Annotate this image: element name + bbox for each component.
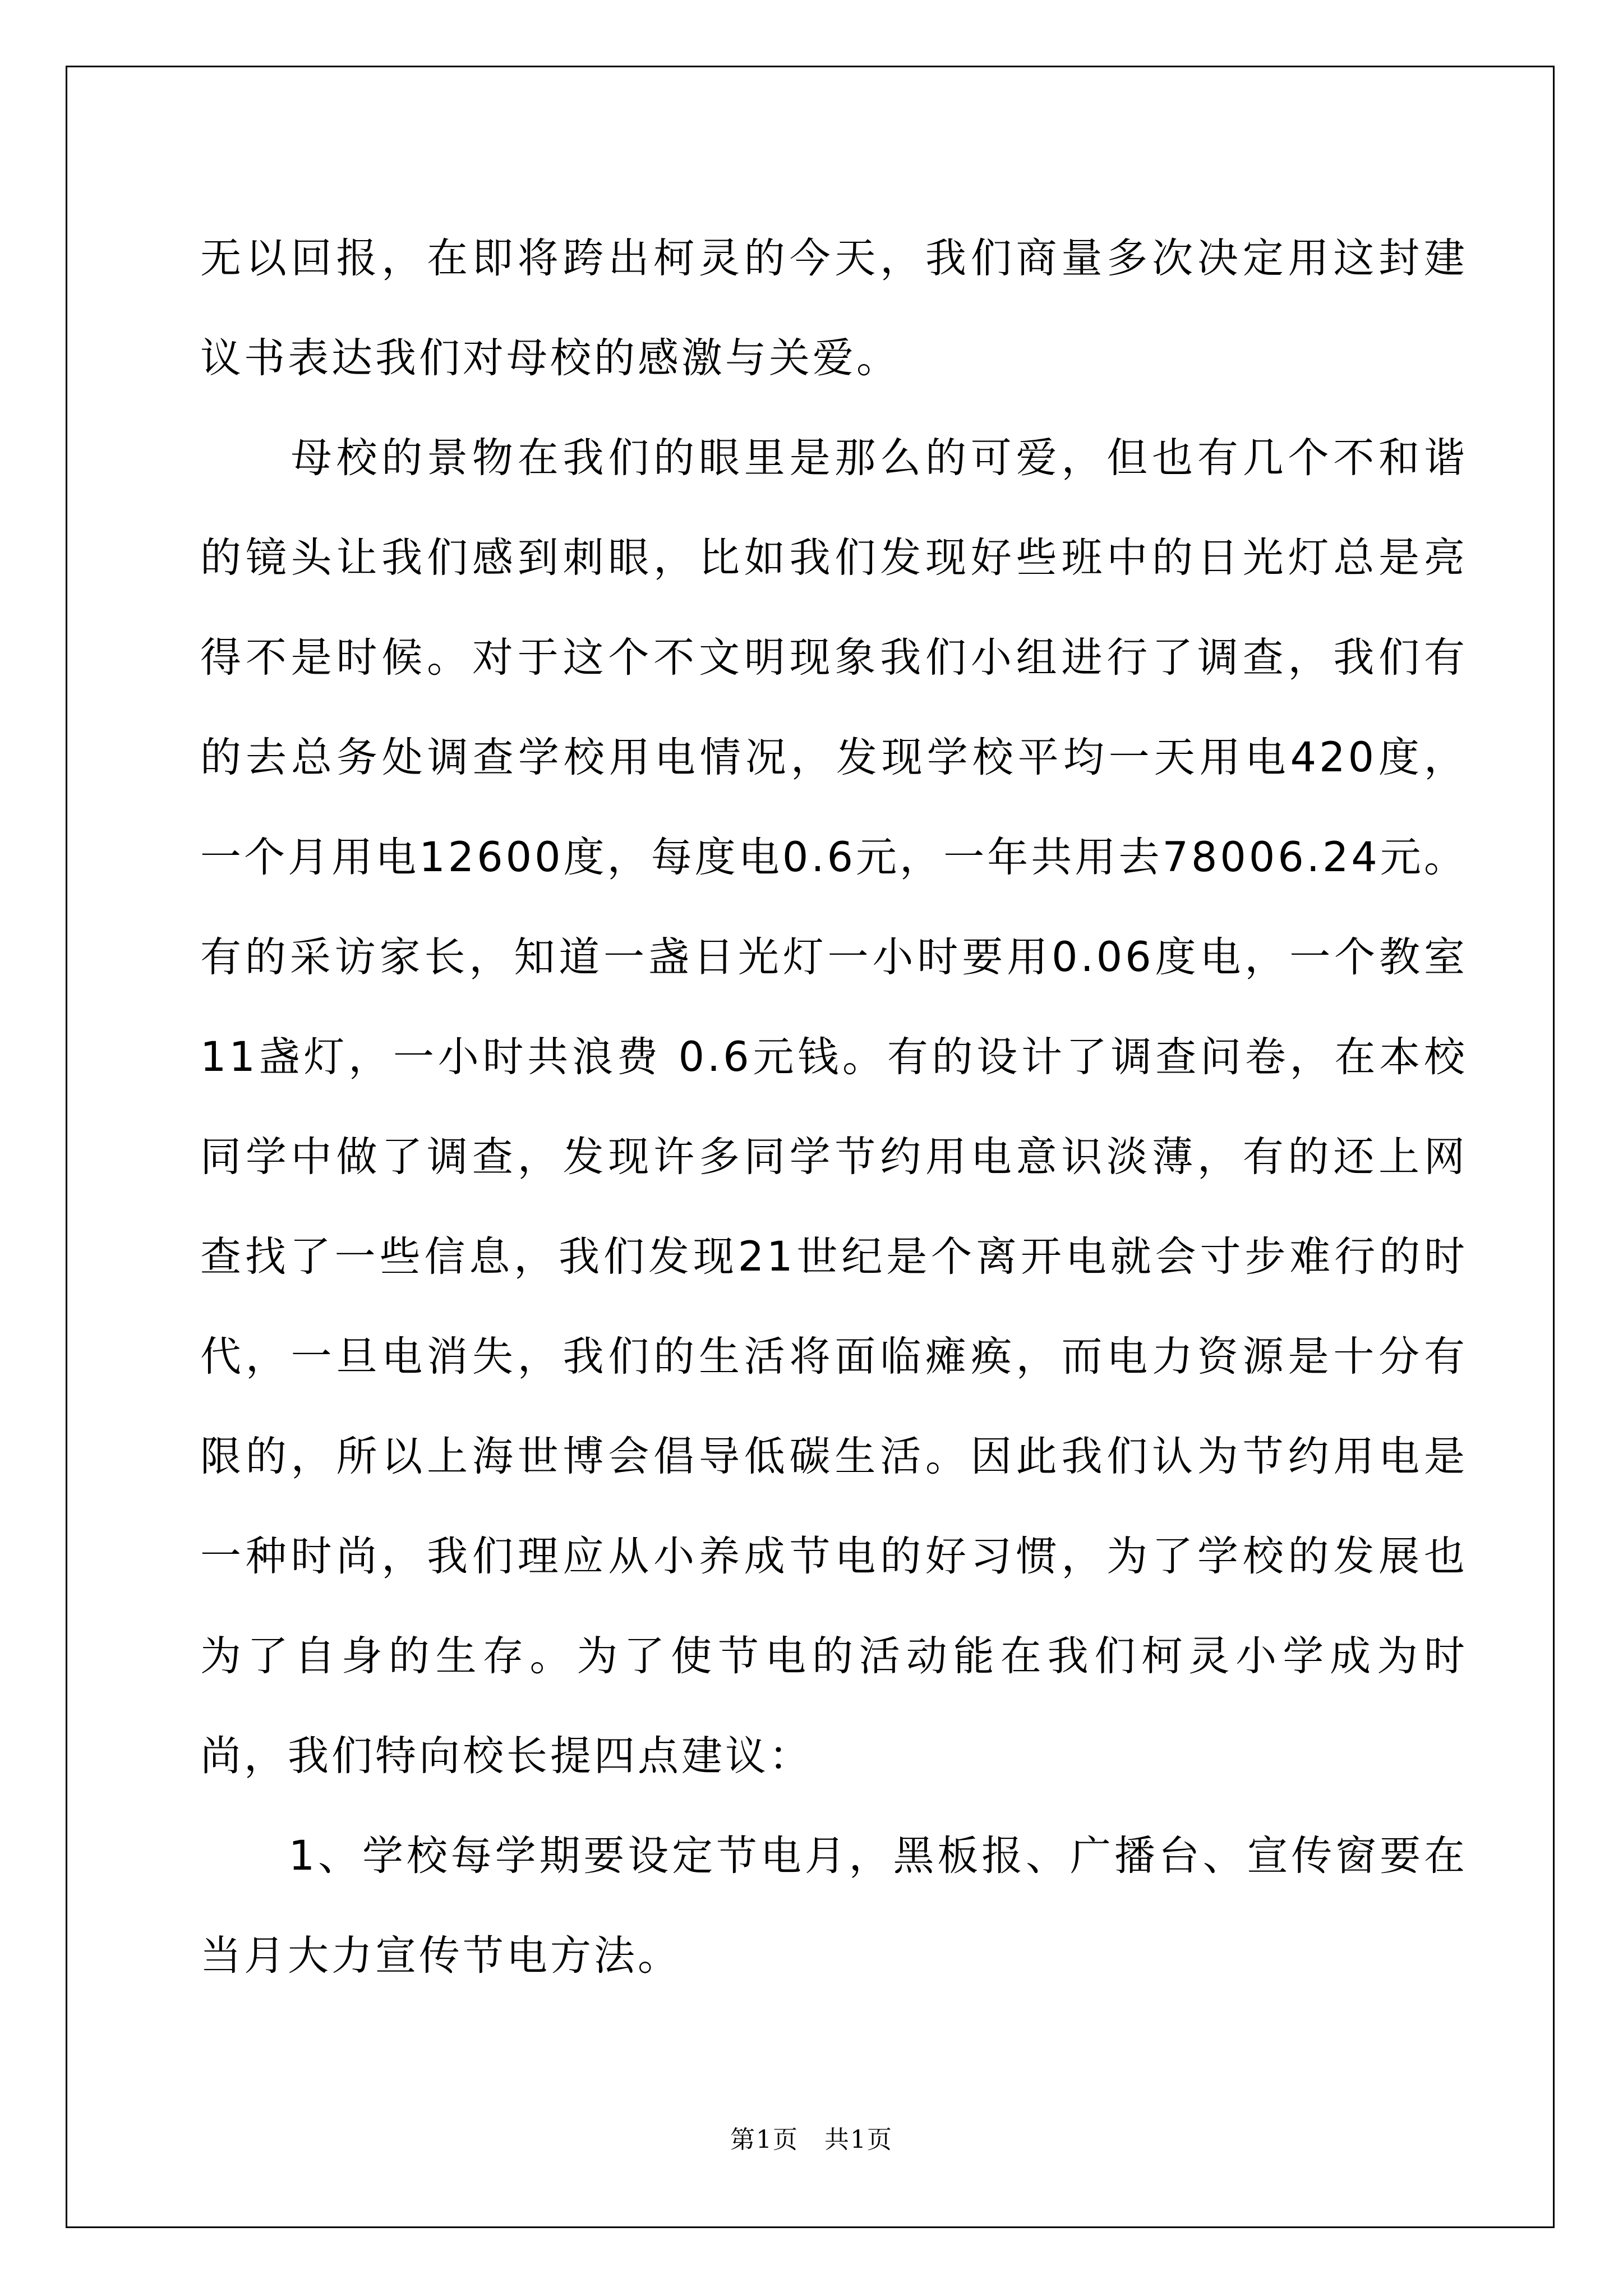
paragraph-1: 无以回报，在即将跨出柯灵的今天，我们商量多次决定用这封建议书表达我们对母校的感激与关爱。	[200, 234, 1468, 382]
page-footer: 第1页 共1页	[730, 2125, 893, 2154]
paragraph-2: 母校的景物在我们的眼里是那么的可爱，但也有几个不和谐的镜头让我们感到刺眼，比如我们发现好些班中的日光灯总是亮得不是时候。对于这个不文明现象我们小组进行了调查，我们有的去总务处调查学校用电情况，发现学校平均一天用电420度，一个月用电12600度，每度电0.6元，一年共用去78006.24元。有的采访家长，知道一盏日光灯一小时要用0.06度电，一个教室11盏灯，一小时共浪费 0.6元钱。有的设计了调查问卷，在本校同学中做了调查，发现许多同学节约用电意识淡薄，有的还上网查找了一些信息，我们发现21世纪是个离开电就会寸步难行的时代，一旦电消失，我们的生活将面临瘫痪，而电力资源是十分有限的，所以上海世博会倡导低碳生活。因此我们认为节约用电是一种时尚，我们理应从小养成节电的好习惯，为了学校的发展也为了自身的生存。为了使节电的活动能在我们柯灵小学成为时尚，我们特向校长提四点建议：	[200, 434, 1468, 1780]
paragraph-3: 1、学校每学期要设定节电月，黑板报、广播台、宣传窗要在当月大力宣传节电方法。	[200, 1832, 1468, 1980]
document-body	[200, 209, 1468, 2006]
